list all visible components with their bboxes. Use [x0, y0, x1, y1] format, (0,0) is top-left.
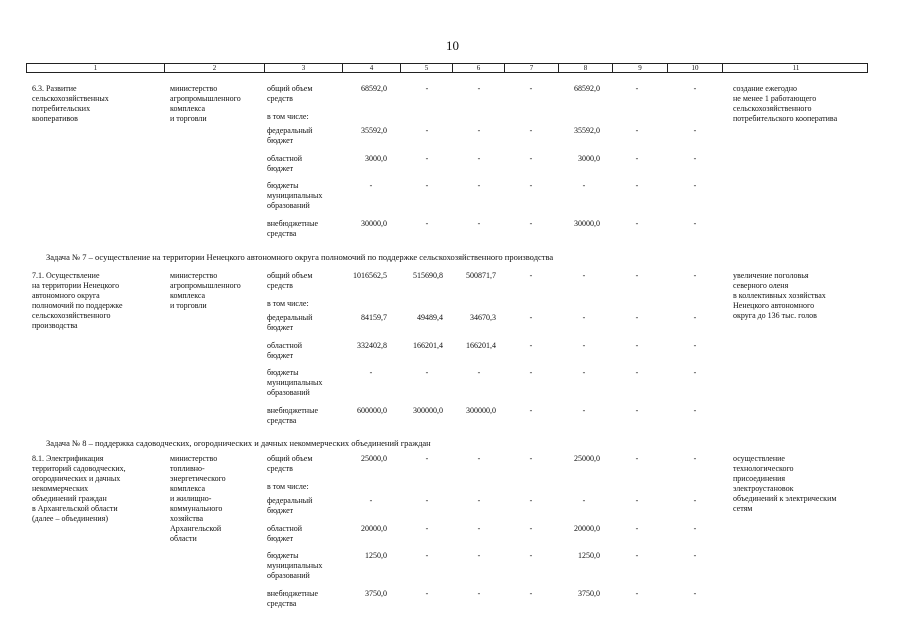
amount-cell-c5: - — [425, 524, 429, 533]
amount-cell-c7: - — [529, 341, 533, 350]
amount-cell-c4: 20000,0 — [361, 524, 387, 533]
item-title-line: сельскохозяйственного — [32, 311, 111, 320]
executor-line: министерство — [170, 84, 218, 93]
amount-cell-c10: - — [693, 341, 697, 350]
amount-cell-c4: 3750,0 — [365, 589, 387, 598]
amount-cell-c4: 1250,0 — [365, 551, 387, 560]
amount-cell-c9: - — [635, 496, 639, 505]
executor-line: коммунального — [170, 504, 223, 513]
amount-cell-c9: - — [635, 271, 639, 280]
amount-cell-c5: - — [425, 219, 429, 228]
amount-cell-c9: - — [635, 126, 639, 135]
executor-line: агропромышленного — [170, 94, 241, 103]
funding-source-line: средства — [267, 229, 297, 238]
amount-cell-c8: 3000,0 — [578, 154, 600, 163]
amount-cell-c10: - — [693, 219, 697, 228]
amount-cell-c9: - — [635, 368, 639, 377]
amount-cell-c6: - — [477, 589, 481, 598]
amount-cell-c6: - — [477, 84, 481, 93]
executor-line: Архангельской — [170, 524, 222, 533]
amount-cell-c6: - — [477, 154, 481, 163]
expected-result-line: осуществление — [733, 454, 785, 463]
funding-source-line: областной — [267, 154, 303, 163]
task-heading: Задача № 8 – поддержка садоводческих, огороднических и дачных некоммерческих объединений граждан — [46, 438, 431, 448]
funding-source-line: средств — [267, 464, 293, 473]
funding-source-line: бюджет — [267, 506, 294, 515]
amount-cell-c5: - — [425, 84, 429, 93]
amount-cell-c4: - — [369, 496, 373, 505]
expected-result-line: создание ежегодно — [733, 84, 798, 93]
column-header-1: 1 — [93, 64, 98, 72]
amount-cell-c7: - — [529, 219, 533, 228]
expected-result-line: в коллективных хозяйствах — [733, 291, 826, 300]
amount-cell-c8: 25000,0 — [574, 454, 600, 463]
amount-cell-c9: - — [635, 313, 639, 322]
amount-cell-c10: - — [693, 551, 697, 560]
amount-cell-c8: 68592,0 — [574, 84, 600, 93]
item-title-line: на территории Ненецкого — [32, 281, 120, 290]
executor-line: хозяйства — [170, 514, 204, 523]
column-header-5: 5 — [400, 64, 452, 72]
expected-result-line: потребительского кооператива — [733, 114, 838, 123]
amount-cell-c4: 3000,0 — [365, 154, 387, 163]
item-title-line: (далее – объединения) — [32, 514, 108, 523]
funding-source-line: бюджет — [267, 164, 294, 173]
column-header-6: 6 — [452, 64, 504, 72]
amount-cell-c8: 35592,0 — [574, 126, 600, 135]
executor-line: и жилищно- — [170, 494, 212, 503]
amount-cell-c5: - — [425, 181, 429, 190]
amount-cell-c7: - — [529, 181, 533, 190]
amount-cell-c8: 20000,0 — [574, 524, 600, 533]
amount-cell-c6: - — [477, 219, 481, 228]
amount-cell-c6: - — [477, 496, 481, 505]
amount-cell-c5: 515690,8 — [413, 271, 443, 280]
executor-line: области — [170, 534, 197, 543]
amount-cell-c7: - — [529, 368, 533, 377]
amount-cell-c7: - — [529, 496, 533, 505]
amount-cell-c9: - — [635, 551, 639, 560]
funding-source-line: общий объем — [267, 454, 313, 463]
expected-result-line: Ненецкого автономного — [733, 301, 815, 310]
funding-source-line: в том числе: — [267, 482, 309, 491]
item-title-line: полномочий по поддержке — [32, 301, 123, 310]
executor-line: министерство — [170, 454, 218, 463]
amount-cell-c4: 84159,7 — [361, 313, 387, 322]
funding-source-line: в том числе: — [267, 299, 309, 308]
amount-cell-c7: - — [529, 454, 533, 463]
amount-cell-c5: - — [425, 126, 429, 135]
amount-cell-c5: 166201,4 — [413, 341, 443, 350]
amount-cell-c9: - — [635, 406, 639, 415]
amount-cell-c8: - — [582, 313, 586, 322]
funding-source-line: средства — [267, 416, 297, 425]
amount-cell-c10: - — [693, 406, 697, 415]
executor-line: топливно- — [170, 464, 205, 473]
funding-source-line: федеральный — [267, 126, 313, 135]
funding-source-line: в том числе: — [267, 112, 309, 121]
funding-source-line: муниципальных — [267, 561, 323, 570]
executor-line: комплекса — [170, 291, 206, 300]
funding-source-line: средств — [267, 281, 293, 290]
item-title-line: огороднических и дачных — [32, 474, 121, 483]
executor-line: министерство — [170, 271, 218, 280]
amount-cell-c9: - — [635, 341, 639, 350]
funding-source-line: областной — [267, 524, 303, 533]
expected-result-line: присоединения — [733, 474, 786, 483]
expected-result-line: сетям — [733, 504, 753, 513]
item-title-line: некоммерческих — [32, 484, 89, 493]
amount-cell-c5: 300000,0 — [413, 406, 443, 415]
amount-cell-c6: - — [477, 551, 481, 560]
amount-cell-c6: 500871,7 — [466, 271, 496, 280]
funding-source-line: общий объем — [267, 84, 313, 93]
amount-cell-c8: - — [582, 368, 586, 377]
amount-cell-c7: - — [529, 154, 533, 163]
item-title-line: автономного округа — [32, 291, 100, 300]
item-title-line: производства — [32, 321, 78, 330]
expected-result-line: не менее 1 работающего — [733, 94, 817, 103]
executor-line: комплекса — [170, 484, 206, 493]
amount-cell-c10: - — [693, 84, 697, 93]
expected-result-line: сельскохозяйственного — [733, 104, 812, 113]
amount-cell-c4: - — [369, 181, 373, 190]
funding-source-line: федеральный — [267, 496, 313, 505]
amount-cell-c4: - — [369, 368, 373, 377]
amount-cell-c7: - — [529, 313, 533, 322]
expected-result-line: увеличение поголовья — [733, 271, 809, 280]
funding-source-line: бюджет — [267, 136, 294, 145]
amount-cell-c5: 49489,4 — [417, 313, 443, 322]
amount-cell-c6: - — [477, 126, 481, 135]
executor-line: комплекса — [170, 104, 206, 113]
amount-cell-c9: - — [635, 181, 639, 190]
column-header-11: 11 — [722, 64, 869, 72]
amount-cell-c10: - — [693, 524, 697, 533]
amount-cell-c7: - — [529, 126, 533, 135]
amount-cell-c8: 30000,0 — [574, 219, 600, 228]
amount-cell-c6: 166201,4 — [466, 341, 496, 350]
column-header-9: 9 — [612, 64, 667, 72]
column-header-3: 3 — [264, 64, 342, 72]
funding-source-line: бюджеты — [267, 551, 299, 560]
funding-source-line: федеральный — [267, 313, 313, 322]
funding-source-line: бюджеты — [267, 368, 299, 377]
page-number: 10 — [446, 38, 459, 53]
executor-line: энергетического — [170, 474, 226, 483]
item-title-line: территорий садоводческих, — [32, 464, 126, 473]
funding-source-line: образований — [267, 201, 310, 210]
amount-cell-c9: - — [635, 154, 639, 163]
amount-cell-c4: 1016562,5 — [353, 271, 387, 280]
funding-source-line: общий объем — [267, 271, 313, 280]
funding-source-line: муниципальных — [267, 191, 323, 200]
column-header-10: 10 — [667, 64, 722, 72]
amount-cell-c6: 300000,0 — [466, 406, 496, 415]
funding-source-line: внебюджетные — [267, 219, 318, 228]
funding-source-line: средств — [267, 94, 293, 103]
amount-cell-c4: 35592,0 — [361, 126, 387, 135]
amount-cell-c9: - — [635, 524, 639, 533]
amount-cell-c8: - — [582, 341, 586, 350]
expected-result-line: технологического — [733, 464, 794, 473]
amount-cell-c9: - — [635, 589, 639, 598]
item-title-line: потребительских — [32, 104, 91, 113]
amount-cell-c10: - — [693, 154, 697, 163]
amount-cell-c8: 1250,0 — [578, 551, 600, 560]
amount-cell-c5: - — [425, 589, 429, 598]
amount-cell-c10: - — [693, 368, 697, 377]
amount-cell-c8: - — [582, 496, 586, 505]
item-title-line: объединений граждан — [32, 494, 107, 503]
funding-source-line: муниципальных — [267, 378, 323, 387]
amount-cell-c6: - — [477, 368, 481, 377]
amount-cell-c8: 3750,0 — [578, 589, 600, 598]
funding-source-line: бюджеты — [267, 181, 299, 190]
funding-source-line: бюджет — [267, 534, 294, 543]
funding-source-line: внебюджетные — [267, 406, 318, 415]
funding-source-line: бюджет — [267, 323, 294, 332]
column-header-4: 4 — [342, 64, 400, 72]
expected-result-line: округа до 136 тыс. голов — [733, 311, 817, 320]
amount-cell-c7: - — [529, 589, 533, 598]
item-title-line: кооперативов — [32, 114, 78, 123]
column-header-7: 7 — [504, 64, 558, 72]
amount-cell-c7: - — [529, 406, 533, 415]
amount-cell-c8: - — [582, 406, 586, 415]
amount-cell-c10: - — [693, 496, 697, 505]
item-title-line: сельскохозяйственных — [32, 94, 109, 103]
expected-result-line: северного оленя — [733, 281, 789, 290]
amount-cell-c5: - — [425, 368, 429, 377]
funding-source-line: образований — [267, 388, 310, 397]
amount-cell-c5: - — [425, 154, 429, 163]
amount-cell-c5: - — [425, 551, 429, 560]
funding-source-line: средства — [267, 599, 297, 608]
expected-result-line: электроустановок — [733, 484, 794, 493]
expected-result-line: объединений к электрическим — [733, 494, 837, 503]
amount-cell-c7: - — [529, 551, 533, 560]
amount-cell-c8: - — [582, 271, 586, 280]
executor-line: и торговли — [170, 301, 207, 310]
executor-line: агропромышленного — [170, 281, 241, 290]
amount-cell-c9: - — [635, 84, 639, 93]
amount-cell-c4: 68592,0 — [361, 84, 387, 93]
amount-cell-c10: - — [693, 454, 697, 463]
funding-source-line: внебюджетные — [267, 589, 318, 598]
task-heading: Задача № 7 – осуществление на территории Ненецкого автономного округа полномочий по поддержке сельскохозяйственного производства — [46, 252, 554, 262]
item-title-line: 8.1. Электрификация — [32, 454, 104, 463]
amount-cell-c5: - — [425, 496, 429, 505]
amount-cell-c10: - — [693, 181, 697, 190]
amount-cell-c8: - — [582, 181, 586, 190]
amount-cell-c10: - — [693, 271, 697, 280]
amount-cell-c10: - — [693, 589, 697, 598]
item-title-line: в Архангельской области — [32, 504, 118, 513]
amount-cell-c9: - — [635, 454, 639, 463]
amount-cell-c9: - — [635, 219, 639, 228]
amount-cell-c10: - — [693, 126, 697, 135]
amount-cell-c4: 600000,0 — [357, 406, 387, 415]
funding-source-line: образований — [267, 571, 310, 580]
amount-cell-c6: - — [477, 524, 481, 533]
amount-cell-c4: 332402,8 — [357, 341, 387, 350]
amount-cell-c4: 25000,0 — [361, 454, 387, 463]
item-title-line: 7.1. Осуществление — [32, 271, 100, 280]
item-title-line: 6.3. Развитие — [32, 84, 77, 93]
amount-cell-c6: - — [477, 454, 481, 463]
executor-line: и торговли — [170, 114, 207, 123]
column-header-2: 2 — [164, 64, 264, 72]
amount-cell-c7: - — [529, 524, 533, 533]
amount-cell-c4: 30000,0 — [361, 219, 387, 228]
amount-cell-c6: - — [477, 181, 481, 190]
amount-cell-c6: 34670,3 — [470, 313, 496, 322]
funding-source-line: областной — [267, 341, 303, 350]
amount-cell-c7: - — [529, 271, 533, 280]
amount-cell-c10: - — [693, 313, 697, 322]
amount-cell-c7: - — [529, 84, 533, 93]
column-header-8: 8 — [558, 64, 612, 72]
column-number-header — [26, 63, 868, 73]
funding-source-line: бюджет — [267, 351, 294, 360]
amount-cell-c5: - — [425, 454, 429, 463]
